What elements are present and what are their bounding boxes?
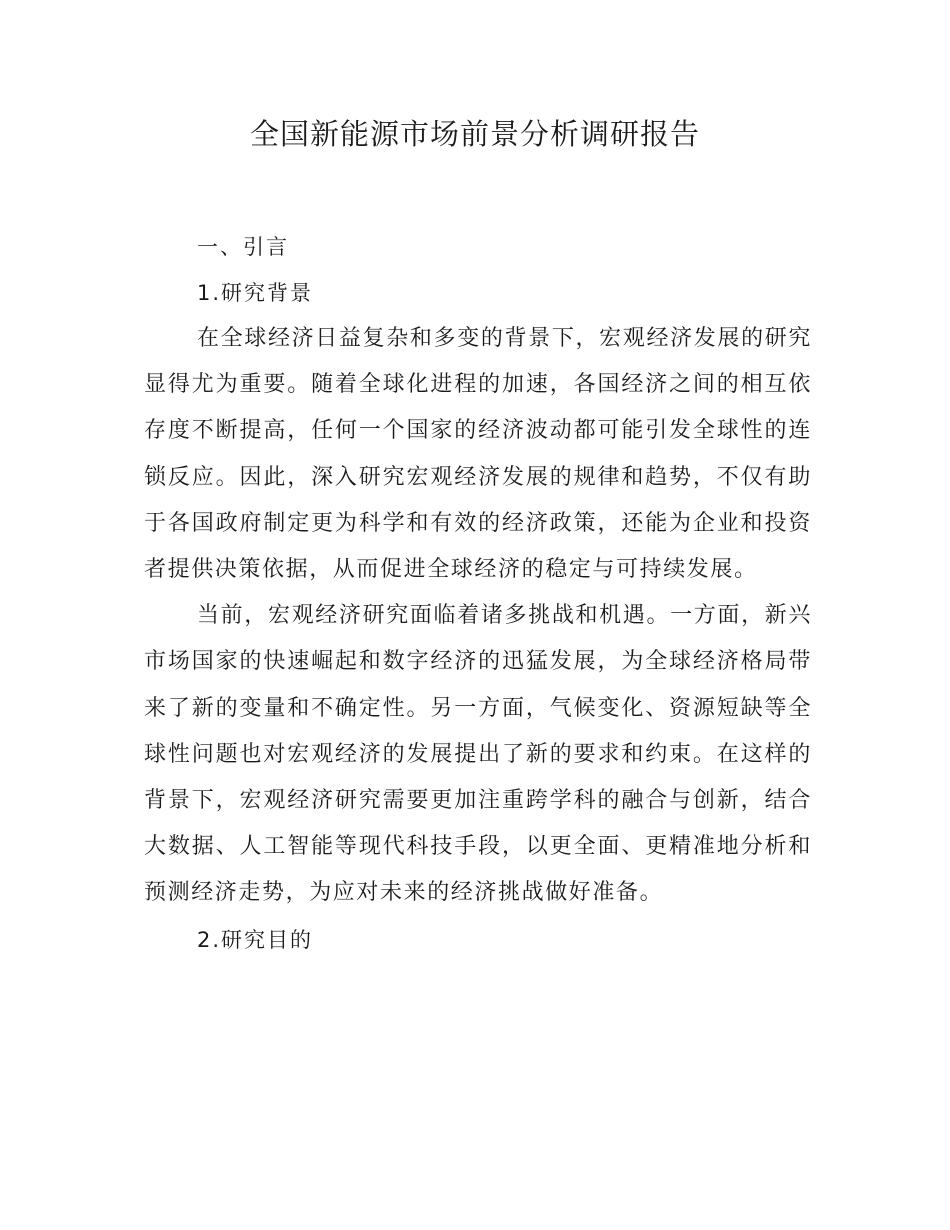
section-heading-introduction: 一、引言 xyxy=(197,235,289,259)
document-body xyxy=(144,224,812,963)
document-title: 全国新能源市场前景分析调研报告 xyxy=(249,117,700,151)
subsection-heading-research-purpose: 2.研究目的 xyxy=(197,927,314,952)
paragraph-background-1: 在全球经济日益复杂和多变的背景下，宏观经济发展的研究显得尤为重要。随着全球化进程的加速，各国经济之间的相互依存度不断提高，任何一个国家的经济波动都可能引发全球性的连锁反应。因此，深入研究宏观经济发展的规律和趋势，不仅有助于各国政府制定更为科学和有效的经济政策，还能为企业和投资者提供决策依据，从而促进全球经济的稳定与可持续发展。 xyxy=(144,326,812,583)
subsection-heading-research-background: 1.研究背景 xyxy=(197,281,314,305)
paragraph-background-2: 当前，宏观经济研究面临着诸多挑战和机遇。一方面，新兴市场国家的快速崛起和数字经济的迅猛发展，为全球经济格局带来了新的变量和不确定性。另一方面，气候变化、资源短缺等全球性问题也对宏观经济的发展提出了新的要求和约束。在这样的背景下，宏观经济研究需要更加注重跨学科的融合与创新，结合大数据、人工智能等现代科技手段，以更全面、更精准地分析和预测经济走势，为应对未来的经济挑战做好准备。 xyxy=(144,603,812,906)
